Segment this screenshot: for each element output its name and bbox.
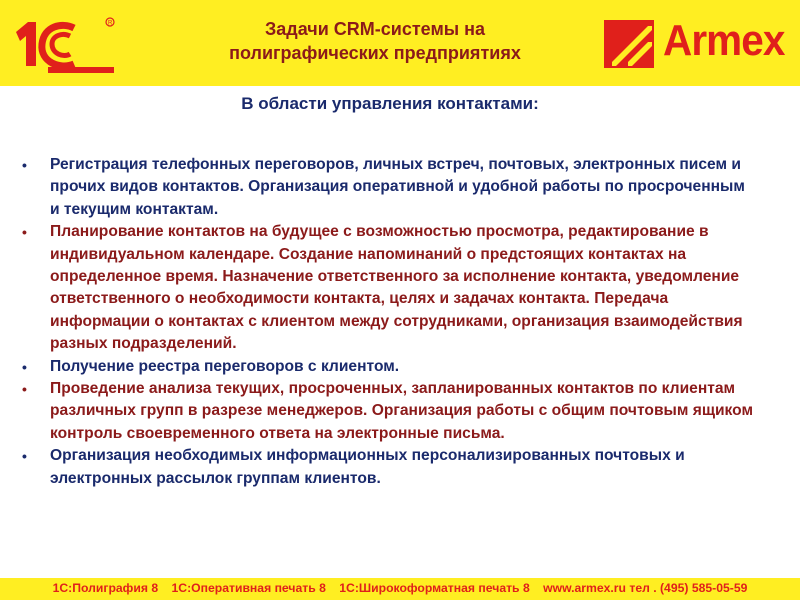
page-title-line2: полиграфических предприятиях <box>229 43 521 63</box>
page-title <box>175 17 575 65</box>
armex-wordmark: Armex <box>663 16 785 65</box>
bullet-icon: • <box>22 224 27 241</box>
footer-item-polygraphy: 1С:Полиграфия 8 <box>52 581 159 595</box>
footer-bar <box>0 578 800 600</box>
list-item-text: Проведение анализа текущих, просроченных, запланированных контактов по клиентам различных групп в разрезе менеджеров. Организация работы с общим почтовым ящиком контроль своевременного ответа на электронные письма. <box>50 380 754 442</box>
list-item-text: Получение реестра переговоров с клиентом. <box>50 357 400 375</box>
bullet-icon: • <box>22 448 27 465</box>
bullet-icon: • <box>22 381 27 398</box>
armex-logo <box>598 18 798 70</box>
footer-item-wide-format: 1С:Широкоформатная печать 8 <box>339 581 530 595</box>
svg-text:R: R <box>108 20 113 27</box>
bullet-list <box>18 154 758 490</box>
bullet-icon: • <box>22 157 27 173</box>
1c-logo <box>10 14 122 74</box>
header-bar <box>0 0 800 86</box>
footer-item-operative-print: 1С:Оперативная печать 8 <box>171 581 326 595</box>
list-item <box>18 445 758 490</box>
list-item-text: Организация необходимых информационных персонализированных почтовых и электронных рассылок группам клиентов. <box>50 447 685 487</box>
list-item-text: Регистрация телефонных переговоров, личных встреч, почтовых, электронных писем и прочих видов контактов. Организация оперативной и удобной работы по просроченным и текущим контактам. <box>50 156 745 218</box>
footer-item-contacts: www.armex.ru тел . (495) 585-05-59 <box>543 581 748 595</box>
list-item <box>18 154 758 221</box>
list-item <box>18 221 758 355</box>
section-subtitle: В области управления контактами: <box>241 94 539 113</box>
footer-text <box>0 581 800 595</box>
list-item <box>18 356 758 378</box>
list-item-text: Планирование контактов на будущее с возможностью просмотра, редактирование в индивидуальном календаре. Создание напоминаний о предстоящих контактах на определенное время. Назначение ответственного за исполнение контакта, уведомление ответственного о необходимости контакта, целях и задачах контакта. Передача информации о контактах с клиентом между сотрудниками, организация взаимодействия разных подразделений. <box>50 223 743 353</box>
bullet-icon: • <box>22 358 27 375</box>
page-title-line1: Задачи CRM-системы на <box>264 19 486 39</box>
armex-emblem-icon <box>598 18 658 70</box>
list-item <box>18 378 758 445</box>
